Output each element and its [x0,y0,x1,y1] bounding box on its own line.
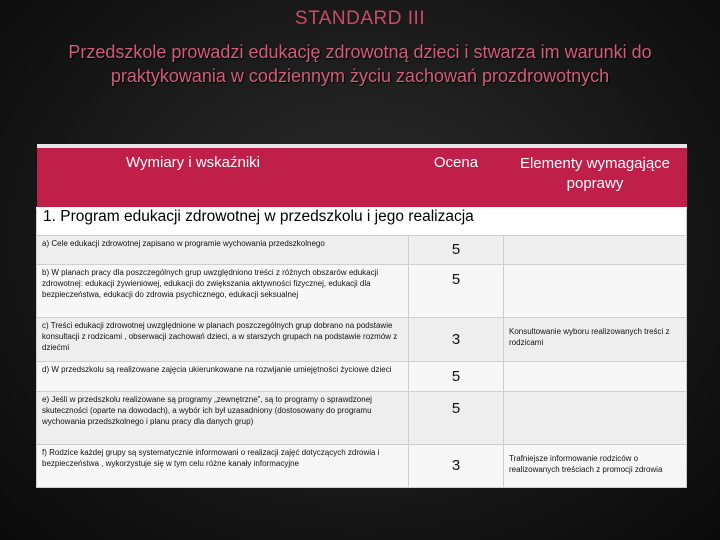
indicator-text: d) W przedszkolu są realizowane zajęcia ukierunkowane na rozwijanie umiejętności życiowe dzieci [37,362,409,392]
improvement-note: Konsultowanie wyboru realizowanych treści z rodzicami [504,318,687,362]
score-value: 5 [409,392,504,445]
section-title: 1. Program edukacji zdrowotnej w przedszkolu i jego realizacja [37,208,687,236]
column-header-score: Ocena [409,146,504,208]
indicator-text: c) Treści edukacji zdrowotnej uwzględnione w planach poszczególnych grup dobrano na podstawie konsultacji z rodzicami , obserwacji zachowań dzieci, a w starszych grupach na podstawie rozmów z dziećmi [37,318,409,362]
table-row [37,318,687,362]
table-header-row [37,146,687,208]
column-header-improvements: Elementy wymagające poprawy [504,146,687,208]
evaluation-table [36,144,687,488]
table-row [37,392,687,445]
improvement-note: Trafniejsze informowanie rodziców o realizowanych treściach z promocji zdrowia [504,445,687,488]
table-row [37,265,687,318]
indicator-text: a) Cele edukacji zdrowotnej zapisano w programie wychowania przedszkolnego [37,236,409,265]
standard-heading: STANDARD III [294,8,426,29]
score-value: 5 [409,265,504,318]
improvement-note [504,362,687,392]
score-value: 3 [409,318,504,362]
indicator-text: b) W planach pracy dla poszczególnych grup uwzględniono treści z różnych obszarów edukacji zdrowotnej: edukacji żywieniowej, edukacji do zwiększania aktywności fizycznej, edukacji dla bezpieczeństwa, edukacji do zdrowia psychicznego, edukacji seksualnej [37,265,409,318]
score-value: 5 [409,236,504,265]
table-row [37,445,687,488]
score-value: 5 [409,362,504,392]
indicator-text: e) Jeśli w przedszkolu realizowane są programy „zewnętrzne”, są to programy o sprawdzonej skuteczności (oparte na dowodach), a wybór ich był uzasadniony (dostosowany do programu wychowania przedszkolnego i planu pracy dla danych grup) [37,392,409,445]
score-value: 3 [409,445,504,488]
standard-title: Przedszkole prowadzi edukację zdrowotną dzieci i stwarza im warunki do praktykowania w codziennym życiu zachowań prozdrowotnych [68,42,652,86]
improvement-note [504,236,687,265]
improvement-note [504,392,687,445]
column-header-dimensions: Wymiary i wskaźniki [37,146,409,208]
table-row [37,362,687,392]
indicator-text: f) Rodzice każdej grupy są systematycznie informowani o realizacji zajęć dotyczących zdrowia i bezpieczeństwa , wykorzystuje się w tym celu różne kanały informacyjne [37,445,409,488]
section-row [37,208,687,236]
table-row [37,236,687,265]
improvement-note [504,265,687,318]
